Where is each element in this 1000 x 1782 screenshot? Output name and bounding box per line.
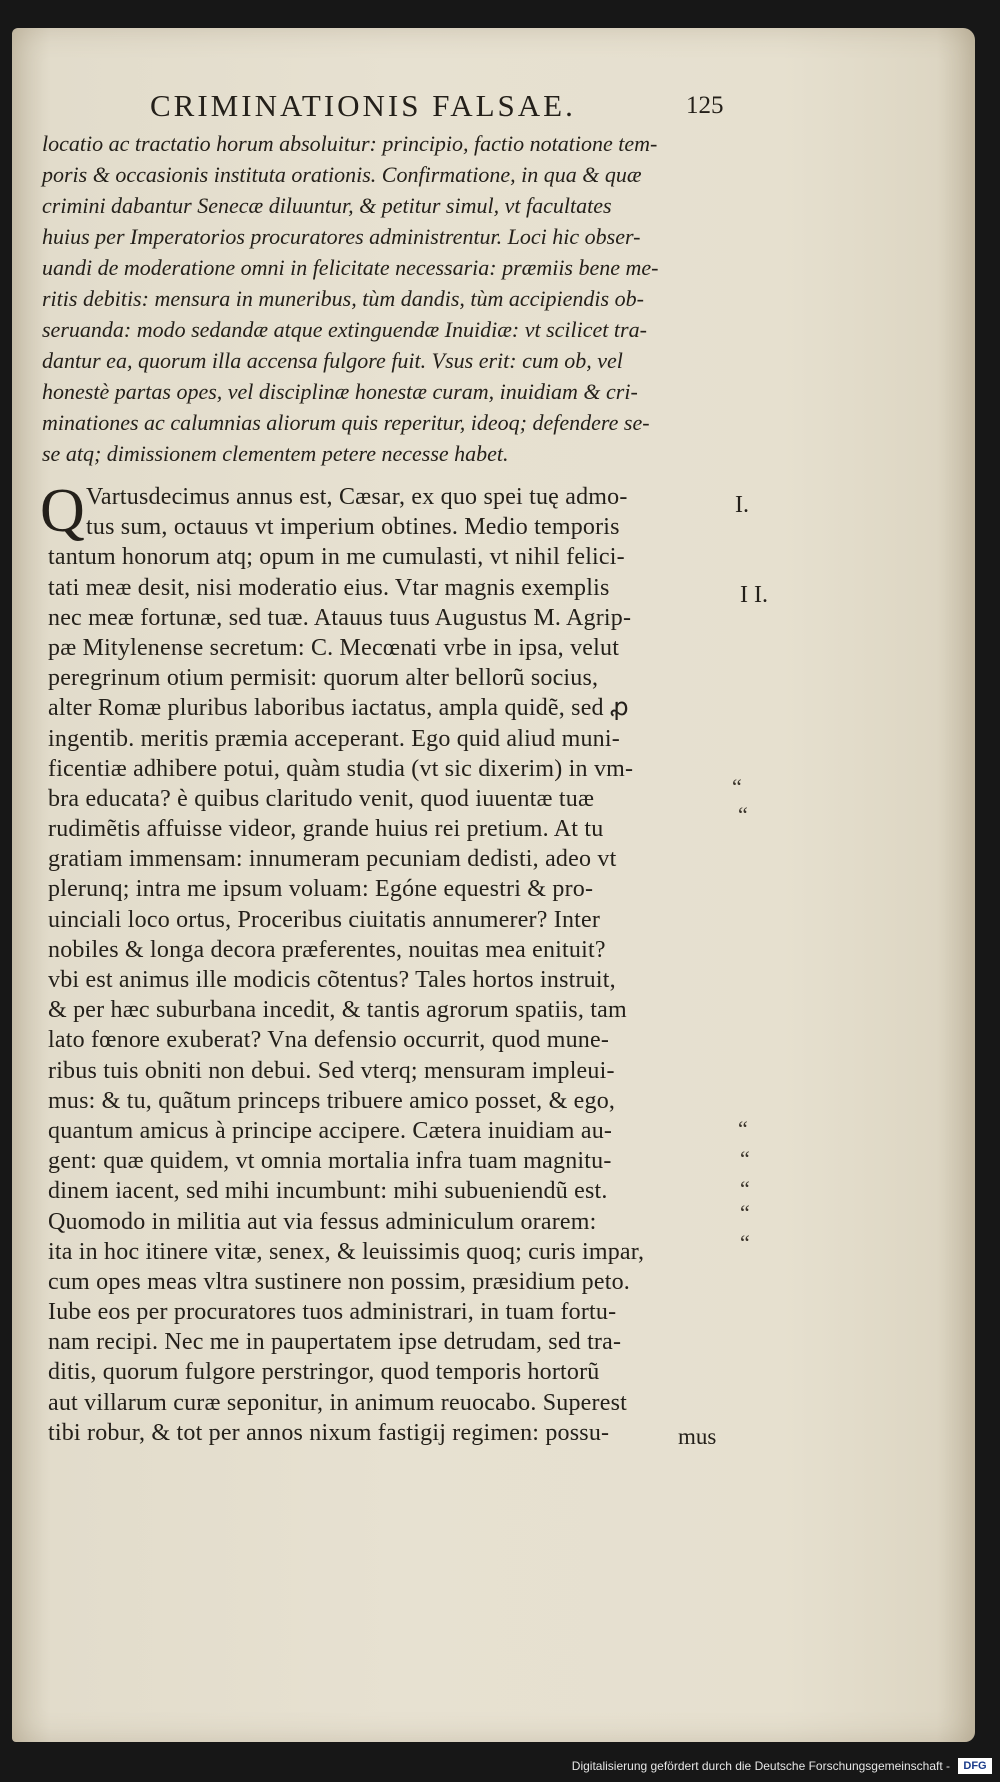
oration-line: tati meæ desit, nisi moderatio eius. Vtar magnis exemplis (48, 574, 610, 601)
oration-line: gratiam immensam: innumeram pecuniam dedisti, adeo vt (48, 846, 617, 873)
oration-line: ficentiæ adhibere potui, quàm studia (vt sic dixerim) in vm- (48, 755, 634, 782)
oration-text (48, 482, 748, 1448)
oration-line: plerunq; intra me ipsum voluam: Egóne equestri & pro- (48, 876, 594, 903)
oration-line: bra educata? è quibus claritudo venit, quod iuuentæ tuæ (48, 785, 595, 812)
oration-line: rudimẽtis affuisse videor, grande huius rei pretium. At tu (48, 816, 604, 843)
margin-note-2: I I. (740, 582, 768, 608)
argument-line: huius per Imperatorios procuratores administrentur. Loci hic obser- (42, 224, 641, 249)
argument-line: uandi de moderatione omni in felicitate necessaria: præmiis bene me- (42, 255, 659, 280)
argument-line: seruanda: modo sedandæ atque extinguendæ Inuidiæ: vt scilicet tra- (42, 317, 647, 342)
oration-line: ribus tuis obniti non debui. Sed vterq; mensuram impleui- (48, 1057, 615, 1084)
oration-line: peregrinum otium permisit: quorum alter bellorũ socius, (48, 665, 599, 692)
argument-line: locatio ac tractatio horum absoluitur: principio, factio notatione tem- (42, 131, 658, 156)
quote-mark: “ (738, 1116, 750, 1141)
oration-line: & per hæc suburbana incedit, & tantis agrorum spatiis, tam (48, 997, 627, 1024)
dfg-logo-icon[interactable]: DFG (958, 1758, 992, 1774)
oration-line: gent: quæ quidem, vt omnia mortalia infra tuam magnitu- (48, 1148, 612, 1175)
oration-line: lato fœnore exuberat? Vna defensio occurrit, quod mune- (48, 1027, 610, 1054)
oration-line: pæ Mitylenense secretum: C. Mecœnati vrbe in ipsa, velut (48, 634, 620, 661)
quote-mark: “ (738, 802, 750, 827)
argument-line: se atq; dimissionem clementem petere necesse habet. (42, 441, 509, 466)
running-head: CRIMINATIONIS FALSAE. (150, 88, 576, 123)
quote-mark: “ (740, 1200, 752, 1225)
oration-line: alter Romæ pluribus laboribus iactatus, ampla quidẽ, sed ꝓ (48, 695, 629, 722)
oration-line: cum opes meas vltra sustinere non possim, præsidium peto. (48, 1268, 630, 1295)
oration-line: tantum honorum atq; opum in me cumulasti, vt nihil felici- (48, 544, 625, 571)
argument-line: honestè partas opes, vel disciplinæ honestæ curam, inuidiam & cri- (42, 379, 638, 404)
footer-credit: Digitalisierung gefördert durch die Deutsche Forschungsgemeinschaft - (571, 1759, 950, 1773)
margin-note-1: I. (735, 492, 749, 518)
oration-line: quantum amicus à principe accipere. Cætera inuidiam au- (48, 1117, 613, 1144)
oration-line: ditis, quorum fulgore perstringor, quod temporis hortorũ (48, 1359, 600, 1386)
oration-line: Vartusdecimus annus est, Cæsar, ex quo spei tuę admo- (86, 484, 628, 510)
argument-line: poris & occasionis instituta orationis. Confirmatione, in qua & quæ (42, 162, 642, 187)
oration-line: nobiles & longa decora præferentes, nouitas mea enituit? (48, 936, 606, 963)
argument-paragraph (42, 128, 732, 469)
quote-mark: “ (740, 1176, 752, 1201)
oration-line: mus: & tu, quãtum princeps tribuere amico posset, & ego, (48, 1087, 616, 1114)
oration-line: nec meæ fortunæ, sed tuæ. Atauus tuus Augustus M. Agrip- (48, 604, 632, 631)
oration-line: nam recipi. Nec me in paupertatem ipse detrudam, sed tra- (48, 1329, 622, 1356)
oration-line: vbi est animus ille modicis cõtentus? Tales hortos instruit, (48, 967, 616, 993)
quote-mark: “ (740, 1146, 752, 1171)
drop-cap: Q (40, 477, 85, 545)
oration-line: Iube eos per procuratores tuos administrari, in tuam fortu- (48, 1299, 617, 1326)
quote-mark: “ (740, 1230, 752, 1255)
catchword: mus (678, 1424, 717, 1449)
page-number: 125 (686, 92, 724, 119)
oration-line: aut villarum curæ seponitur, in animum reuocabo. Superest (48, 1389, 627, 1416)
quote-mark: “ (732, 774, 744, 799)
oration-line: Quomodo in militia aut via fessus adminiculum orarem: (48, 1208, 597, 1235)
argument-line: minationes ac calumnias aliorum quis reperitur, ideoq; defendere se- (42, 410, 650, 435)
oration-line: dinem iacent, sed mihi incumbunt: mihi subueniendũ est. (48, 1178, 608, 1205)
oration-line: ingentib. meritis præmia acceperant. Ego quid aliud muni- (48, 725, 620, 752)
argument-line: dantur ea, quorum illa accensa fulgore fuit. Vsus erit: cum ob, vel (42, 348, 623, 373)
oration-line: ita in hoc itinere vitæ, senex, & leuissimis quoq; curis impar, (48, 1238, 645, 1265)
oration-line: tus sum, octauus vt imperium obtines. Medio temporis (86, 514, 620, 541)
argument-line: ritis debitis: mensura in muneribus, tùm dandis, tùm accipiendis ob- (42, 286, 644, 311)
oration-line: tibi robur, & tot per annos nixum fastigij regimen: possu- (48, 1419, 610, 1446)
argument-line: crimini dabantur Senecæ diluuntur, & petitur simul, vt facultates (42, 193, 612, 218)
oration-line: uinciali loco ortus, Proceribus ciuitatis annumerer? Inter (48, 906, 601, 933)
